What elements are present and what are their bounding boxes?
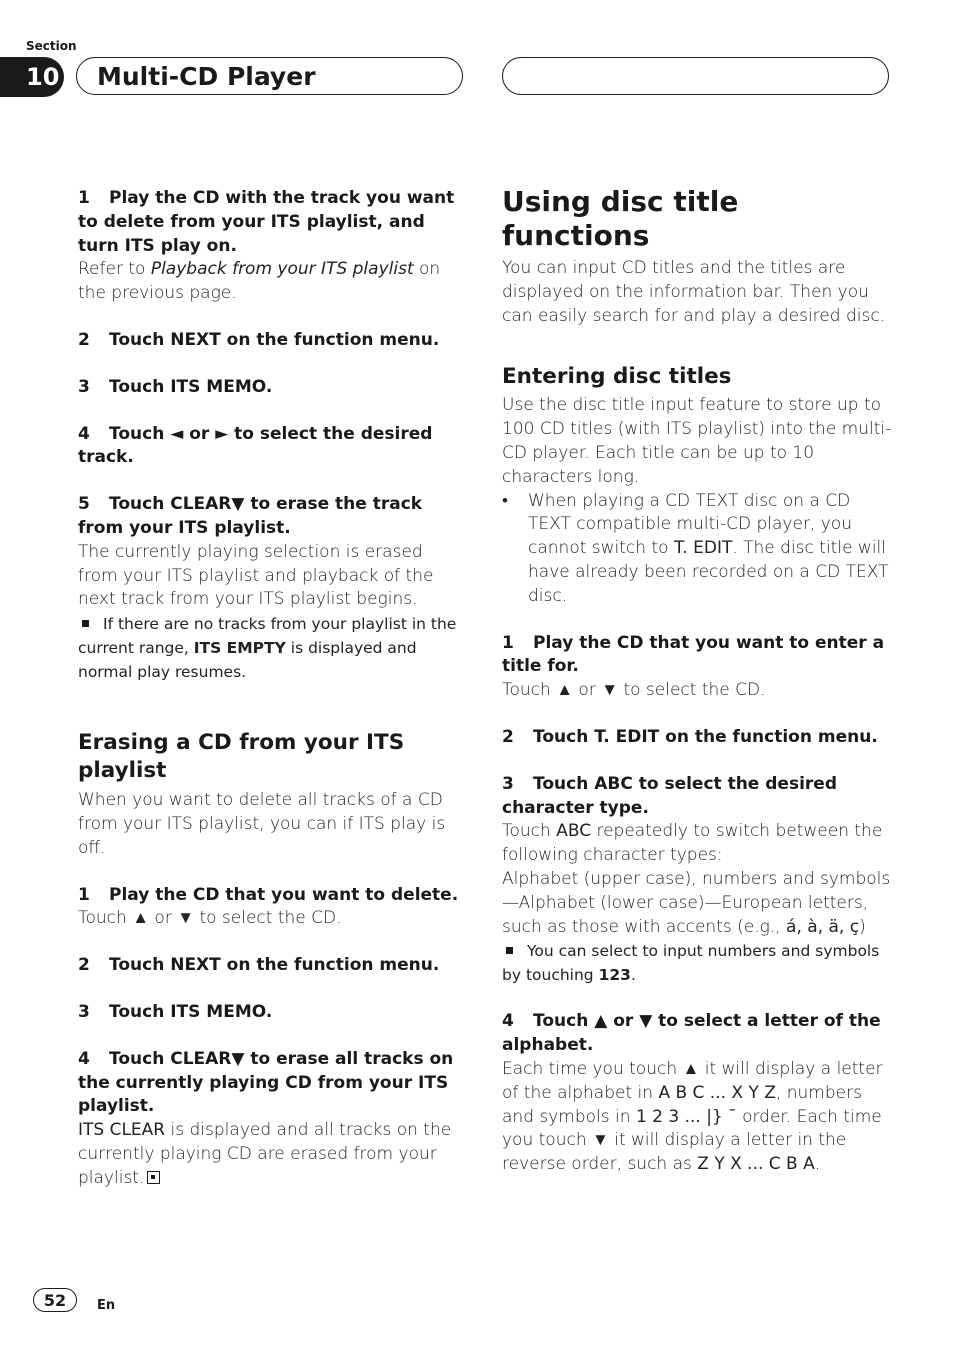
title-step-4: 4 Touch ▲ or ▼ to select a letter of the alphabet. [502,1011,881,1056]
title-step-1: 1 Play the CD that you want to enter a title for. [502,632,885,677]
step-4: 4 Touch ◄ or ► to select the desired track. [78,423,433,468]
page-number: 52 [33,1288,77,1312]
section-number-badge: 10 [0,57,64,97]
step-1-body: Refer to Playback from your ITS playlist on the previous page. [78,259,441,304]
erase-step-4-body: ITS CLEAR is displayed and all tracks on the currently playing CD are erased from your playlist. [78,1120,452,1188]
right-column [502,185,892,1177]
step-2: 2 Touch NEXT on the function menu. [78,329,440,350]
intro-body: You can input CD titles and the titles are displayed on the information bar. Then you can easily search for and play a desired disc. [502,258,886,326]
end-mark-icon [147,1171,160,1184]
left-column [78,187,464,1191]
language-code: En [97,1298,116,1313]
section-label: Section [26,39,77,53]
heading-entering-disc-titles: Entering disc titles [502,364,732,390]
erase-step-1-body: Touch ▲ or ▼ to select the CD. [78,908,342,929]
bullet-dot-icon: • [502,490,508,511]
title-step-1-body: Touch ▲ or ▼ to select the CD. [502,680,766,701]
bullet-cd-text: • When playing a CD TEXT disc on a CD TEXT compatible multi-CD player, you cannot switch to T. EDIT. The disc title will have already been recorded on a CD TEXT disc. [502,490,889,606]
title-step-2: 2 Touch T. EDIT on the function menu. [502,726,878,747]
erase-step-3: 3 Touch ITS MEMO. [78,1001,273,1022]
step-5: 5 Touch CLEAR▼ to erase the track from your ITS playlist. [78,494,423,538]
title-step-3: 3 Touch ABC to select the desired character type. [502,773,837,818]
character-types: Alphabet (upper case), numbers and symbols—Alphabet (lower case)—European letters, such as those with accents (e.g., á, à, ä, ç) [502,868,891,937]
erasing-body: When you want to delete all tracks of a CD from your ITS playlist, you can if ITS play is off. [78,790,446,858]
erase-step-4: 4 Touch CLEAR▼ to erase all tracks on the currently playing CD from your ITS playlist. [78,1048,454,1117]
step-1: 1 Play the CD with the track you want to delete from your ITS playlist, and turn ITS play on. [78,188,455,256]
note-square-icon [82,620,89,627]
chapter-title-box-empty [502,57,889,95]
heading-using-disc-title: Using disc title functions [502,185,739,252]
erase-step-2: 2 Touch NEXT on the function menu. [78,955,440,976]
step-3: 3 Touch ITS MEMO. [78,376,273,397]
title-step-4-body: Each time you touch ▲ it will display a letter of the alphabet in A B C ... X Y Z, numbers and symbols in 1 2 3 ... |} ¯ order. Each time you touch ▼ it will display a letter in the reverse order, such as Z Y X ... C B A. [502,1058,883,1175]
heading-erasing-cd: Erasing a CD from your ITS playlist [78,730,405,784]
entering-body: Use the disc title input feature to store up to 100 CD titles (with ITS playlist) into the multi-CD player. Each title can be up to 10 characters long. [502,395,892,487]
chapter-title: Multi-CD Player [76,57,463,95]
erase-step-1: 1 Play the CD that you want to delete. [78,884,459,905]
step-5-note: If there are no tracks from your playlist in the current range, ITS EMPTY is displayed and normal play resumes. [78,615,457,682]
title-step-3-note: You can select to input numbers and symbols by touching 123. [502,942,880,985]
note-square-icon [506,947,513,954]
step-5-body: The currently playing selection is erased from your ITS playlist and playback of the next track from your ITS playlist begins. [78,541,434,610]
title-step-3-body: Touch ABC repeatedly to switch between the following character types: [502,821,883,866]
